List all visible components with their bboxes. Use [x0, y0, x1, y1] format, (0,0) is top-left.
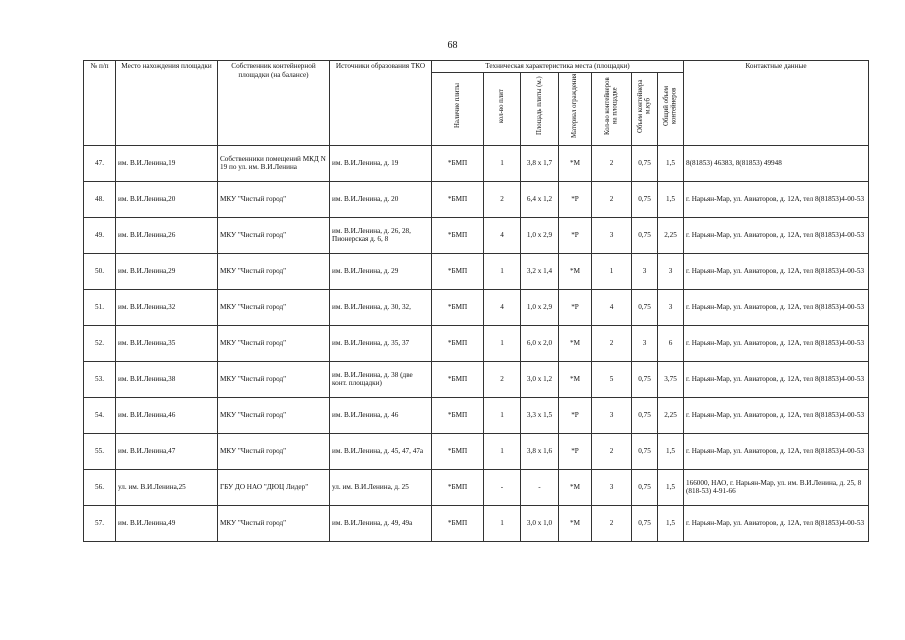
cell-total: 1,5 [658, 181, 684, 217]
header-slab: Наличие плиты [432, 72, 484, 145]
table-row [84, 145, 869, 181]
cell-vol: 0,75 [632, 217, 658, 253]
cell-owner: МКУ "Чистый город" [218, 505, 330, 541]
cell-place: им. В.И.Ленина,26 [116, 217, 218, 253]
cell-total: 2,25 [658, 397, 684, 433]
header-container-volume: Объем контейнера м.куб [632, 72, 658, 145]
cell-vol: 0,75 [632, 433, 658, 469]
header-place: Место нахождения площадки [116, 61, 218, 146]
cell-cnt: 2 [592, 145, 632, 181]
cell-contact: г. Нарьян-Мар, ул. Авиаторов, д. 12А, тел 8(81853)4-00-53 [684, 397, 869, 433]
cell-slab: *БМП [432, 253, 484, 289]
cell-contact: г. Нарьян-Мар, ул. Авиаторов, д. 12А, тел 8(81853)4-00-53 [684, 505, 869, 541]
cell-place: им. В.И.Ленина,32 [116, 289, 218, 325]
header-sources: Источники образования ТКО [330, 61, 432, 146]
cell-contact: г. Нарьян-Мар, ул. Авиаторов, д. 12А, тел 8(81853)4-00-53 [684, 325, 869, 361]
cell-owner: МКУ "Чистый город" [218, 181, 330, 217]
table-body [84, 145, 869, 541]
cell-vol: 0,75 [632, 361, 658, 397]
table-header [84, 61, 869, 146]
cell-cnt: 3 [592, 469, 632, 505]
cell-owner: МКУ "Чистый город" [218, 325, 330, 361]
header-owner: Собственник контейнерной площадки (на балансе) [218, 61, 330, 146]
table-row [84, 325, 869, 361]
cell-cnt: 2 [592, 505, 632, 541]
cell-area: 3,8 х 1,7 [521, 145, 559, 181]
cell-vol: 3 [632, 325, 658, 361]
cell-total: 1,5 [658, 469, 684, 505]
cell-cnt: 3 [592, 397, 632, 433]
cell-slab: *БМП [432, 181, 484, 217]
cell-total: 1,5 [658, 433, 684, 469]
cell-fence: *М [559, 505, 592, 541]
container-sites-table [83, 60, 869, 542]
cell-source: им. В.И.Ленина, д. 20 [330, 181, 432, 217]
cell-total: 3 [658, 253, 684, 289]
cell-vol: 0,75 [632, 145, 658, 181]
cell-area: 3,2 х 1,4 [521, 253, 559, 289]
cell-total: 1,5 [658, 145, 684, 181]
cell-source: им. В.И.Ленина, д. 49, 49а [330, 505, 432, 541]
cell-num: 54. [84, 397, 116, 433]
cell-place: им. В.И.Ленина,47 [116, 433, 218, 469]
cell-area: 6,0 х 2,0 [521, 325, 559, 361]
table-row [84, 433, 869, 469]
cell-source: им. В.И.Ленина, д. 38 (две конт. площадки) [330, 361, 432, 397]
cell-vol: 0,75 [632, 397, 658, 433]
cell-place: им. В.И.Ленина,35 [116, 325, 218, 361]
cell-slabs: 1 [484, 505, 521, 541]
cell-slabs: 1 [484, 325, 521, 361]
table-row [84, 397, 869, 433]
cell-num: 49. [84, 217, 116, 253]
cell-slab: *БМП [432, 217, 484, 253]
cell-place: им. В.И.Ленина,49 [116, 505, 218, 541]
cell-owner: МКУ "Чистый город" [218, 361, 330, 397]
cell-slab: *БМП [432, 289, 484, 325]
cell-slabs: 1 [484, 253, 521, 289]
cell-slab: *БМП [432, 325, 484, 361]
cell-source: им. В.И.Ленина, д. 30, 32, [330, 289, 432, 325]
cell-slab: *БМП [432, 433, 484, 469]
cell-contact: г. Нарьян-Мар, ул. Авиаторов, д. 12А, тел 8(81853)4-00-53 [684, 289, 869, 325]
page-number: 68 [447, 40, 458, 51]
header-tech: Техническая характеристика места (площадки) [432, 61, 684, 73]
cell-vol: 0,75 [632, 289, 658, 325]
cell-area: 3,0 х 1,0 [521, 505, 559, 541]
table-row [84, 289, 869, 325]
cell-vol: 0,75 [632, 469, 658, 505]
cell-slabs: 1 [484, 145, 521, 181]
cell-source: ул. им. В.И.Ленина, д. 25 [330, 469, 432, 505]
header-fence: Материал ограждения [559, 72, 592, 145]
table-row [84, 469, 869, 505]
table-row [84, 217, 869, 253]
cell-vol: 0,75 [632, 181, 658, 217]
header-slab-area: Площадь плиты (м.) [521, 72, 559, 145]
cell-area: 6,4 х 1,2 [521, 181, 559, 217]
cell-fence: *Р [559, 433, 592, 469]
cell-fence: *М [559, 325, 592, 361]
table-row [84, 181, 869, 217]
cell-owner: МКУ "Чистый город" [218, 217, 330, 253]
cell-num: 55. [84, 433, 116, 469]
cell-num: 56. [84, 469, 116, 505]
cell-contact: 8(81853) 46383, 8(81853) 49948 [684, 145, 869, 181]
cell-area: 1,0 х 2,9 [521, 289, 559, 325]
cell-cnt: 3 [592, 217, 632, 253]
cell-cnt: 5 [592, 361, 632, 397]
cell-total: 3,75 [658, 361, 684, 397]
cell-owner: МКУ "Чистый город" [218, 397, 330, 433]
cell-source: им. В.И.Ленина, д. 29 [330, 253, 432, 289]
cell-source: им. В.И.Ленина, д. 35, 37 [330, 325, 432, 361]
cell-cnt: 2 [592, 181, 632, 217]
cell-cnt: 2 [592, 325, 632, 361]
cell-slabs: 2 [484, 181, 521, 217]
cell-slab: *БМП [432, 397, 484, 433]
cell-slab: *БМП [432, 469, 484, 505]
cell-num: 53. [84, 361, 116, 397]
cell-total: 1,5 [658, 505, 684, 541]
cell-slabs: 2 [484, 361, 521, 397]
cell-contact: г. Нарьян-Мар, ул. Авиаторов, д. 12А, тел 8(81853)4-00-53 [684, 253, 869, 289]
header-num: № п/п [84, 61, 116, 146]
cell-contact: г. Нарьян-Мар, ул. Авиаторов, д. 12А, тел 8(81853)4-00-53 [684, 361, 869, 397]
cell-total: 2,25 [658, 217, 684, 253]
cell-place: им. В.И.Ленина,38 [116, 361, 218, 397]
cell-fence: *М [559, 145, 592, 181]
cell-area: 3,3 х 1,5 [521, 397, 559, 433]
cell-area: - [521, 469, 559, 505]
cell-fence: *Р [559, 181, 592, 217]
cell-place: им. В.И.Ленина,20 [116, 181, 218, 217]
cell-total: 6 [658, 325, 684, 361]
cell-num: 50. [84, 253, 116, 289]
cell-slab: *БМП [432, 145, 484, 181]
header-contacts: Контактные данные [684, 61, 869, 146]
table-row [84, 361, 869, 397]
cell-source: им. В.И.Ленина, д. 26, 28, Пионерская д. 6, 8 [330, 217, 432, 253]
table-row [84, 253, 869, 289]
cell-slabs: 4 [484, 217, 521, 253]
cell-slabs: 4 [484, 289, 521, 325]
cell-owner: Собственники помещений МКД N 19 по ул. им. В.И.Ленина [218, 145, 330, 181]
cell-owner: МКУ "Чистый город" [218, 289, 330, 325]
cell-area: 1,0 х 2,9 [521, 217, 559, 253]
cell-slabs: 1 [484, 397, 521, 433]
cell-num: 52. [84, 325, 116, 361]
cell-owner: ГБУ ДО НАО "ДЮЦ Лидер" [218, 469, 330, 505]
cell-num: 57. [84, 505, 116, 541]
cell-fence: *М [559, 253, 592, 289]
cell-total: 3 [658, 289, 684, 325]
cell-area: 3,0 х 1,2 [521, 361, 559, 397]
cell-vol: 0,75 [632, 505, 658, 541]
cell-owner: МКУ "Чистый город" [218, 253, 330, 289]
cell-contact: г. Нарьян-Мар, ул. Авиаторов, д. 12А, тел 8(81853)4-00-53 [684, 217, 869, 253]
cell-area: 3,8 х 1,6 [521, 433, 559, 469]
cell-place: ул. им. В.И.Ленина,25 [116, 469, 218, 505]
cell-owner: МКУ "Чистый город" [218, 433, 330, 469]
cell-fence: *Р [559, 289, 592, 325]
cell-source: им. В.И.Ленина, д. 46 [330, 397, 432, 433]
cell-source: им. В.И.Ленина, д. 45, 47, 47а [330, 433, 432, 469]
table-row [84, 505, 869, 541]
cell-place: им. В.И.Ленина,46 [116, 397, 218, 433]
cell-vol: 3 [632, 253, 658, 289]
cell-contact: г. Нарьян-Мар, ул. Авиаторов, д. 12А, тел 8(81853)4-00-53 [684, 433, 869, 469]
cell-slabs: 1 [484, 433, 521, 469]
cell-cnt: 2 [592, 433, 632, 469]
cell-fence: *М [559, 361, 592, 397]
cell-contact: г. Нарьян-Мар, ул. Авиаторов, д. 12А, тел 8(81853)4-00-53 [684, 181, 869, 217]
cell-place: им. В.И.Ленина,29 [116, 253, 218, 289]
cell-slab: *БМП [432, 505, 484, 541]
cell-place: им. В.И.Ленина,19 [116, 145, 218, 181]
cell-cnt: 1 [592, 253, 632, 289]
header-container-count: Кол-во контейнеров на площадке [592, 72, 632, 145]
cell-slabs: - [484, 469, 521, 505]
header-slab-count: кол-во плит [484, 72, 521, 145]
header-total-volume: Общий объем контейнеров [658, 72, 684, 145]
cell-num: 47. [84, 145, 116, 181]
cell-cnt: 4 [592, 289, 632, 325]
cell-num: 51. [84, 289, 116, 325]
cell-fence: *М [559, 469, 592, 505]
cell-fence: *Р [559, 397, 592, 433]
cell-contact: 166000, НАО, г. Нарьян-Мар, ул. им. В.И.Ленина, д. 25, 8 (818-53) 4-91-66 [684, 469, 869, 505]
cell-source: им. В.И.Ленина, д. 19 [330, 145, 432, 181]
cell-num: 48. [84, 181, 116, 217]
cell-fence: *Р [559, 217, 592, 253]
cell-slab: *БМП [432, 361, 484, 397]
